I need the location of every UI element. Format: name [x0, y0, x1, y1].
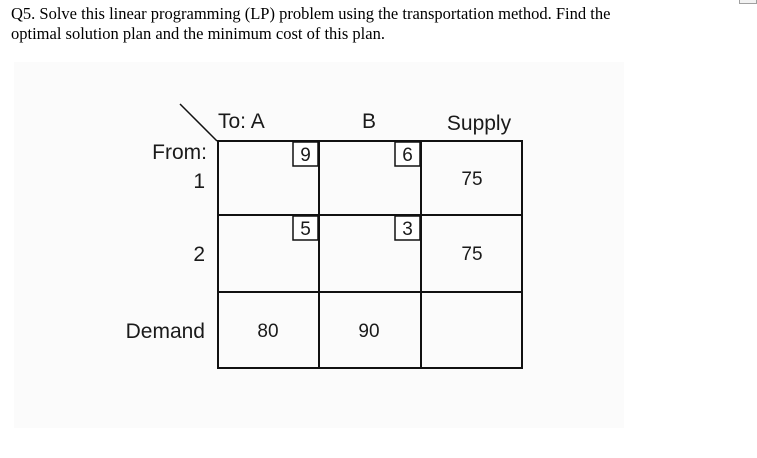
cost-1a: 9 [300, 145, 311, 166]
supply-row-1: 75 [461, 169, 483, 190]
demand-label: Demand [125, 320, 205, 343]
supply-header: Supply [446, 112, 512, 135]
cost-2b: 3 [402, 219, 413, 240]
header-diagonal-line [180, 104, 217, 141]
row-2-label: 2 [193, 243, 205, 266]
row-1-label: 1 [193, 170, 205, 193]
demand-a: 80 [257, 321, 279, 342]
to-a-label: To: A [218, 110, 265, 133]
transportation-table [14, 62, 624, 428]
demand-b: 90 [358, 321, 380, 342]
from-label: From: [152, 141, 207, 164]
transportation-table-figure [14, 62, 624, 428]
column-b-label: B [361, 110, 377, 133]
window-corner-mark [739, 0, 757, 4]
question-line-1: Q5. Solve this linear programming (LP) problem using the transportation method. Find the [11, 4, 611, 23]
question-line-2: optimal solution plan and the minimum cost of this plan. [11, 24, 385, 43]
supply-row-2: 75 [461, 244, 483, 265]
cost-1b: 6 [402, 145, 413, 166]
cost-2a: 5 [300, 219, 311, 240]
question-text [11, 4, 711, 44]
